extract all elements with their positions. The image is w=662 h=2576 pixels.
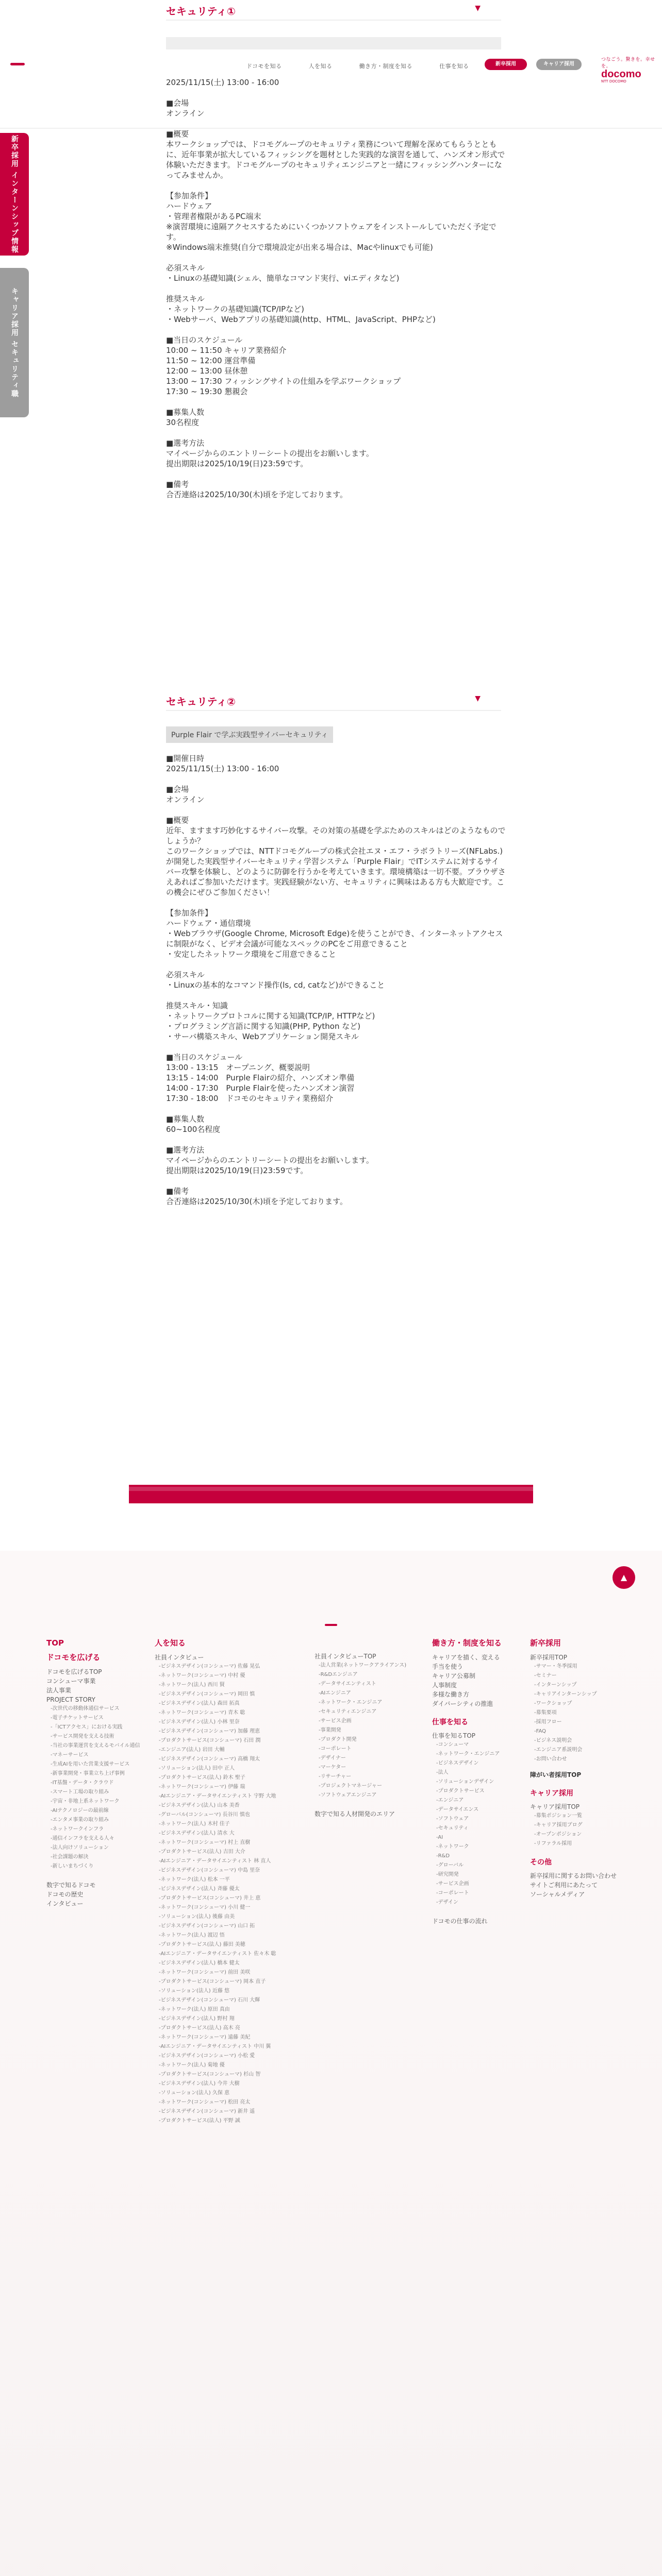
interview-category-link[interactable]: -事業開発	[319, 1727, 341, 1733]
footer-sublink[interactable]: -宇宙・非地上系ネットワーク	[51, 1799, 120, 1804]
footer-sublink[interactable]: -次世代の移動体通信サービス	[51, 1706, 120, 1711]
interview-category-link[interactable]: -プロダクト開発	[319, 1737, 357, 1742]
footer-sublink[interactable]: -募集ポジション一覧	[534, 1813, 583, 1819]
footer-sublink[interactable]: -FAQ	[534, 1728, 546, 1734]
footer-link[interactable]: 人事制度	[432, 1682, 457, 1689]
job-category-link[interactable]: -エンジニア	[436, 1798, 464, 1803]
interview-link[interactable]: -プロダクトサービス(コンシューマ) 石田 潤	[159, 1738, 261, 1743]
footer-link[interactable]: ドコモを広げるTOP	[46, 1668, 102, 1675]
event-tag	[166, 37, 501, 49]
interview-link[interactable]: -ネットワーク(コンシューマ) 青木 聡	[159, 1710, 245, 1716]
interview-link[interactable]: -プロダクトサービス(コンシューマ) 岡本 直子	[159, 1979, 266, 1985]
interview-category-link[interactable]: -R&Dエンジニア	[319, 1672, 358, 1677]
footer-sublink[interactable]: -通信インフラを支える人々	[51, 1836, 114, 1841]
brand-tagline: つなごう。驚きを。幸せを。	[601, 57, 655, 69]
accordion-security-2[interactable]	[166, 690, 501, 711]
job-category-link[interactable]: -セキュリティ	[436, 1825, 469, 1831]
career-button[interactable]: キャリア採用	[536, 59, 582, 70]
interview-link[interactable]: -ビジネスデザイン(コンシューマ) 新井 遥	[159, 2109, 255, 2114]
footer-link[interactable]: 手当を使う	[432, 1663, 464, 1670]
interview-link[interactable]: -ネットワーク(法人) 松本 一平	[159, 1877, 230, 1883]
interview-category-link[interactable]: -法人営業(ネットワークアライアンス)	[319, 1663, 407, 1668]
entry-banner[interactable]	[129, 1485, 533, 1503]
footer-link[interactable]: キャリア公募制	[432, 1672, 476, 1680]
footer-col-work	[432, 1638, 525, 1926]
job-category-link[interactable]: -ネットワーク	[436, 1844, 469, 1850]
footer-sublist	[530, 1662, 633, 1764]
footer-link[interactable]: 社員インタビュー	[155, 1654, 204, 1661]
accordion-security-1[interactable]	[166, 0, 501, 21]
footer-link[interactable]: 法人事業	[46, 1687, 72, 1694]
global-nav	[233, 62, 483, 70]
interview-link[interactable]: -ビジネスデザイン(法人) 今井 大樹	[159, 2081, 240, 2087]
interview-link[interactable]: -AIエンジニア・データサイエンティスト 林 直人	[159, 1858, 271, 1864]
footer-sublink[interactable]: -セミナー	[534, 1673, 557, 1679]
job-category-link[interactable]: -ソフトウェア	[436, 1816, 469, 1822]
interview-link[interactable]: -AIエンジニア・データサイエンティスト 宇野 大地	[159, 1793, 276, 1799]
job-category-link[interactable]: -ソリューションデザイン	[436, 1779, 494, 1785]
job-category-link[interactable]: -AI	[436, 1835, 443, 1840]
footer-sublink[interactable]: -エンタメ事業の取り組み	[51, 1817, 109, 1823]
footer-link[interactable]: コンシューマ事業	[46, 1677, 96, 1685]
footer-sublist	[155, 1662, 276, 2126]
footer-link[interactable]: ドコモの仕事の流れ	[432, 1918, 488, 1925]
chevron-down-icon: ▼	[475, 694, 481, 703]
interview-category-link[interactable]: -サービス企画	[319, 1718, 352, 1724]
footer-list	[432, 1653, 525, 1708]
accordion-title: セキュリティ①	[166, 5, 236, 18]
footer-sublist	[530, 1811, 633, 1849]
footer-heading[interactable]: キャリア採用	[530, 1789, 573, 1798]
interview-link[interactable]: -ネットワーク(コンシューマ) 伊藤 瑞	[159, 1784, 245, 1790]
job-category-link[interactable]: -プロダクトサービス	[436, 1788, 485, 1794]
footer-top-link[interactable]: TOP	[46, 1638, 64, 1648]
accordion-title: セキュリティ②	[166, 696, 236, 708]
interview-link[interactable]: -ネットワーク(コンシューマ) 中村 優	[159, 1673, 245, 1679]
interview-link[interactable]: -AIエンジニア・データサイエンティスト 佐々木 聡	[159, 1951, 276, 1957]
side-tab-newgrad[interactable]: 新卒採用 インターンシップ情報	[0, 133, 29, 256]
interview-link[interactable]: -ネットワーク(法人) 木村 佳子	[159, 1821, 230, 1827]
footer-list	[530, 1871, 633, 1899]
footer-link[interactable]: 新卒採用TOP	[530, 1654, 568, 1661]
footer-extra-links	[46, 1880, 155, 1908]
footer-sublink[interactable]: -AIテクノロジーの最前線	[51, 1808, 109, 1814]
interview-link[interactable]: -ソリューション(法人) 田中 正人	[159, 1766, 235, 1771]
nav-item-jobs[interactable]: 仕事を知る	[439, 63, 469, 70]
footer-sublink[interactable]: -サマー・冬季採用	[534, 1664, 577, 1669]
interview-category-link[interactable]: -ソフトウェアエンジニア	[319, 1792, 377, 1798]
job-category-link[interactable]: -グローバル	[436, 1862, 464, 1868]
footer-sublink[interactable]: -新事業開発・事業立ち上げ事例	[51, 1771, 125, 1776]
interview-link[interactable]: -ビジネスデザイン(コンシューマ) 佐藤 晃弘	[159, 1664, 260, 1669]
footer-link[interactable]: PROJECT STORY	[46, 1696, 95, 1703]
interview-link[interactable]: -ビジネスデザイン(法人) 野村 翔	[159, 2016, 235, 2022]
footer-sublink[interactable]: -ネットワークインフラ	[51, 1826, 104, 1832]
footer-mark	[325, 1624, 337, 1626]
interview-link[interactable]: -ビジネスデザイン(コンシューマ) 高橋 翔太	[159, 1756, 260, 1762]
interview-link[interactable]: -ネットワーク(法人) 渡辺 悟	[159, 1933, 225, 1938]
brand-name: docomo	[601, 69, 641, 80]
footer-sublink[interactable]: -エンジニア系説明会	[534, 1747, 583, 1753]
interview-link[interactable]: -AIエンジニア・データサイエンティスト 中川 翼	[159, 2044, 271, 2049]
interview-link[interactable]: -ネットワーク(法人) 西川 賢	[159, 1682, 225, 1688]
footer-sublink[interactable]: -採用フロー	[534, 1719, 562, 1725]
interview-category-link[interactable]: -コーポレート	[319, 1746, 352, 1752]
scroll-top-button[interactable]: ▲	[613, 1566, 635, 1589]
interview-category-link[interactable]: -データサイエンティスト	[319, 1681, 376, 1687]
footer-sublink[interactable]: -サービス開発を支える技術	[51, 1734, 114, 1739]
interview-category-link[interactable]: -ネットワーク・エンジニア	[319, 1700, 383, 1705]
footer-link[interactable]: ダイバーシティの推進	[432, 1700, 493, 1707]
interview-link[interactable]: -グローバル(コンシューマ) 長谷川 慎也	[159, 1812, 250, 1818]
interview-link[interactable]: -プロダクトサービス(法人) 鈴木 聖子	[159, 1775, 245, 1781]
interview-link[interactable]: -プロダクトサービス(法人) 藤田 美穂	[159, 1942, 245, 1947]
job-category-link[interactable]: -サービス企画	[436, 1881, 469, 1887]
footer-link[interactable]: 障がい者採用TOP	[530, 1771, 582, 1778]
footer-sublink[interactable]: -お問い合わせ	[534, 1756, 567, 1762]
footer-link[interactable]: キャリア採用TOP	[530, 1803, 580, 1810]
footer-link[interactable]: 数字で知るドコモ	[46, 1882, 96, 1889]
job-category-link[interactable]: -法人	[436, 1770, 449, 1775]
footer-heading[interactable]: 仕事を知る	[432, 1718, 468, 1726]
footer-link[interactable]: ドコモの歴史	[46, 1891, 84, 1898]
interview-link[interactable]: -ビジネスデザイン(法人) 清水 大	[159, 1831, 235, 1836]
interview-link[interactable]: -プロダクトサービス(法人) 高木 亮	[159, 2025, 240, 2031]
footer-sublist	[432, 1740, 525, 1907]
footer-col-company	[46, 1638, 155, 1908]
interview-link[interactable]: -プロダクトサービス(法人) 吉田 大介	[159, 1849, 245, 1855]
nav-item-workstyle[interactable]: 働き方・制度を知る	[359, 63, 413, 70]
interview-link[interactable]: -ネットワーク(法人) 原田 真由	[159, 2007, 230, 2012]
footer-heading: その他	[530, 1858, 552, 1867]
security-2-body: ■開催日時 2025/11/15(土) 13:00 - 16:00 ■会場 オンライン ■概要 近年、ますます巧妙化するサイバー攻撃。その対策の基礎を学ぶためのスキルはどのようなものでしょうか？ このワークショップでは、NTTドコモグループの株式会社エヌ・エフ・ラボラトリーズ(NFLabs.)が開発した実践型サイバーセキュリティ学習システム「Purple Flair」でITシステムに対するサイバー攻撃を体験し、どのように防御を行うかを考えていきます。環境構築は一切不要。ブラウザさえあればご参加いただけます。実践経験がない方、セキュリティに興味はある方も大歓迎です。この機会にぜひご参加ください！ 【参加条件】 ハードウェア・通信環境 ・Webブラウザ(Google Chrome, Microsoft Edge)を使うことができ、インターネットアクセスに制限がなく、ビデオ会議が可能なスペックのPCをご用意できること ・安定したネットワーク環境をご用意できること 必須スキル ・Linuxの基本的なコマンド操作(ls, cd, catなど)ができること 推奨スキル・知識 ・ネットワークプロトコルに関する知識(TCP/IP, HTTPなど) ・プログラミング言語に関する知識(PHP, Python など) ・サーバ構築スキル、Webアプリケーション開発スキル ■当日のスケジュール 13:00 - 13:15 オープニング、概要説明 13:15 - 14:00 Purple Flairの紹介、ハンズオン準備 14:00 - 17:30 Purple Flairを使ったハンズオン演習 17:30 - 18:00 ドコモのセキュリティ業務紹介 ■募集人数 60~100名程度 ■選考方法 マイページからのエントリーシートの提出をお願いします。 提出期限は2025/10/19(日)23:59です。 ■備考 合否連絡は2025/10/30(木)頃を予定しております。	[166, 754, 506, 1206]
interview-link[interactable]: -ビジネスデザイン(コンシューマ) 中島 里奈	[159, 1868, 260, 1873]
interview-link[interactable]: -ソリューション(法人) 久保 恵	[159, 2090, 230, 2096]
footer-link[interactable]: 数字で知る人材開発のエリア	[315, 1810, 395, 1818]
footer-sublink[interactable]: -募集要項	[534, 1710, 557, 1716]
footer-link[interactable]: サイトご利用にあたって	[530, 1882, 598, 1889]
job-category-link[interactable]: -コンシューマ	[436, 1742, 469, 1748]
footer-sublist	[315, 1661, 412, 1800]
chevron-down-icon: ▼	[475, 4, 481, 12]
nav-item-people[interactable]: 人を知る	[308, 63, 333, 70]
interview-link[interactable]: -ビジネスデザイン(コンシューマ) 岡田 慎	[159, 1691, 255, 1697]
job-category-link[interactable]: -R&D	[436, 1853, 450, 1859]
interview-category-link[interactable]: -デザイナー	[319, 1755, 346, 1761]
banner-shine	[129, 1487, 533, 1491]
job-category-link[interactable]: -ビジネスデザイン	[436, 1760, 479, 1766]
footer-link[interactable]: 新卒採用に関するお問い合わせ	[530, 1872, 617, 1879]
footer-heading[interactable]: 人を知る	[155, 1638, 186, 1648]
footer-col-people-2	[315, 1652, 412, 1819]
interview-link[interactable]: -ネットワーク(コンシューマ) 前田 美咲	[159, 1970, 251, 1975]
footer-sublink[interactable]: -新しいまちづくり	[51, 1863, 94, 1869]
new-grad-button[interactable]: 新卒採用	[485, 59, 527, 70]
brand-company: NTT DOCOMO	[601, 79, 626, 83]
footer-sublink[interactable]: -キャリアインターンシップ	[534, 1691, 597, 1697]
footer-heading[interactable]: ドコモを広げる	[46, 1653, 101, 1662]
footer-sublink[interactable]: -ビジネス説明会	[534, 1738, 572, 1743]
job-category-link[interactable]: -デザイン	[436, 1900, 458, 1905]
footer-link[interactable]: ソーシャルメディア	[530, 1891, 585, 1898]
footer-sublink[interactable]: -「ICTアクセス」における実践	[51, 1724, 123, 1730]
footer-heading[interactable]: 働き方・制度を知る	[432, 1638, 502, 1648]
footer-sublink[interactable]: -リファラル採用	[534, 1841, 572, 1846]
header-mark	[10, 63, 25, 65]
interview-link[interactable]: -ソリューション(法人) 近藤 悠	[159, 1988, 230, 1994]
job-category-link[interactable]: -コーポレート	[436, 1890, 469, 1896]
interview-link[interactable]: -ビジネスデザイン(法人) 小林 里奈	[159, 1719, 240, 1725]
interview-link[interactable]: -ネットワーク(コンシューマ) 松田 亮太	[159, 2099, 251, 2105]
footer-link[interactable]: 社員インタビューTOP	[315, 1653, 376, 1660]
footer-sublink[interactable]: -インターンシップ	[534, 1682, 577, 1688]
interview-category-link[interactable]: -マーケター	[319, 1765, 346, 1770]
interview-link[interactable]: -ビジネスデザイン(コンシューマ) 小松 愛	[159, 2053, 255, 2059]
side-tab-career[interactable]: キャリア採用 セキュリティ職	[0, 268, 29, 417]
interview-link[interactable]: -ネットワーク(コンシューマ) 小川 健一	[159, 1905, 251, 1910]
interview-link[interactable]: -ビジネスデザイン(法人) 斉藤 優太	[159, 1886, 240, 1892]
interview-link[interactable]: -プロダクトサービス(コンシューマ) 井上 恵	[159, 1895, 261, 1901]
footer-link[interactable]: インタビュー	[46, 1900, 84, 1907]
footer-sublink[interactable]: -スマート工場の取り組み	[51, 1789, 109, 1795]
footer-sublink[interactable]: -社会課題の解決	[51, 1854, 89, 1860]
interview-link[interactable]: -ビジネスデザイン(法人) 山本 美香	[159, 1803, 240, 1808]
security-1-body: 2025/11/15(土) 13:00 - 16:00 ■会場 オンライン ■概要 本ワークショップでは、ドコモグループのセキュリティ業務について理解を深めてもらうとともに、近年事業が拡大しているフィッシングを題材とした実践的な演習を通して、ハンズオン形式で体験いただきます。ドコモグループのセキュリティエンジニアと一緒にフィッシングハンターになってみませんか。 【参加条件】 ハードウェア ・管理者権限があるPC端末 ※演習環境に遠隔アクセスするためにいくつかソフトウェアをインストールしていただく予定です。 ※Windows端末推奨(自分で環境設定が出来る場合は、Macやlinuxでも可能) 必須スキル ・Linuxの基礎知識(シェル、簡単なコマンド実行、viエディタなど) 推奨スキル ・ネットワークの基礎知識(TCP/IPなど) ・Webサーバ、Webアプリの基礎知識(http、HTML、JavaScript、PHPなど) ■当日のスケジュール 10:00 ~ 11:50 キャリア業務紹介 11:50 ~ 12:00 運営準備 12:00 ~ 13:00 昼休憩 13:00 ~ 17:30 フィッシングサイトの仕組みを学ぶワークショップ 17:30 ~ 19:30 懇親会 ■募集人数 30名程度 ■選考方法 マイページからのエントリーシートの提出をお願いします。 提出期限は2025/10/19(日)23:59です。 ■備考 合否連絡は2025/10/30(木)頃を予定しております。	[166, 78, 505, 499]
interview-link[interactable]: -ビジネスデザイン(法人) 橋本 健太	[159, 1960, 240, 1966]
interview-category-link[interactable]: -リサーチャー	[319, 1774, 352, 1780]
footer-link[interactable]: キャリアを描く、変える	[432, 1654, 500, 1661]
interview-link[interactable]: -ビジネスデザイン(コンシューマ) 加藤 理恵	[159, 1728, 260, 1734]
job-category-link[interactable]: -データサイエンス	[436, 1807, 479, 1812]
footer-sublink[interactable]: -オープンポジション	[534, 1832, 582, 1837]
footer-sublink[interactable]: -生成AIを用いた営業支援サービス	[51, 1761, 130, 1767]
footer-link[interactable]: 多様な働き方	[432, 1691, 470, 1698]
job-category-link[interactable]: -ネットワーク・エンジニア	[436, 1751, 500, 1757]
interview-category-link[interactable]: -セキュリティエンジニア	[319, 1709, 377, 1715]
interview-link[interactable]: -ネットワーク(コンシューマ) 村上 直樹	[159, 1840, 251, 1845]
interview-link[interactable]: -プロダクトサービス(コンシューマ) 杉山 智	[159, 2072, 261, 2077]
interview-category-link[interactable]: -プロジェクトマネージャー	[319, 1783, 383, 1789]
interview-link[interactable]: -ネットワーク(コンシューマ) 遠藤 美紀	[159, 2035, 251, 2040]
footer-sublink[interactable]: -当社の事業運営を支えるモバイル通信	[51, 1743, 140, 1749]
interview-link[interactable]: -ビジネスデザイン(法人) 森田 拓真	[159, 1701, 240, 1706]
event-tag: Purple Flair で学ぶ実践型サイバーセキュリティ	[166, 726, 333, 743]
job-category-link[interactable]: -研究開発	[436, 1872, 459, 1877]
footer-heading[interactable]: 新卒採用	[530, 1638, 561, 1648]
footer-sublink[interactable]: -ワークショップ	[534, 1701, 572, 1706]
footer-sublist	[46, 1704, 155, 1871]
footer-sublink[interactable]: -マネーサービス	[51, 1752, 89, 1758]
footer-col-recruit	[530, 1638, 633, 1899]
footer-sublink[interactable]: -法人向けソリューション	[51, 1845, 109, 1851]
interview-link[interactable]: -ビジネスデザイン(コンシューマ) 山口 拓	[159, 1923, 255, 1929]
footer-sublink[interactable]: -IT基盤・データ・クラウド	[51, 1780, 114, 1786]
footer-sublink[interactable]: -キャリア採用ブログ	[534, 1822, 583, 1828]
footer-link[interactable]: 仕事を知るTOP	[432, 1732, 476, 1739]
interview-link[interactable]: -ソリューション(法人) 後藤 由美	[159, 1914, 235, 1920]
footer-sublink[interactable]: -電子チケットサービス	[51, 1715, 104, 1721]
footer-col-people	[155, 1638, 276, 2126]
interview-link[interactable]: -エンジニア(法人) 岩田 大輔	[159, 1747, 225, 1753]
nav-item-company[interactable]: ドコモを知る	[246, 63, 282, 70]
docomo-logo[interactable]	[601, 56, 656, 83]
interview-link[interactable]: -プロダクトサービス(法人) 平野 誠	[159, 2118, 240, 2124]
interview-category-link[interactable]: -AIエンジニア	[319, 1690, 351, 1696]
interview-link[interactable]: -ネットワーク(法人) 菊地 優	[159, 2062, 225, 2068]
interview-link[interactable]: -ビジネスデザイン(コンシューマ) 石川 大輝	[159, 1997, 260, 2003]
